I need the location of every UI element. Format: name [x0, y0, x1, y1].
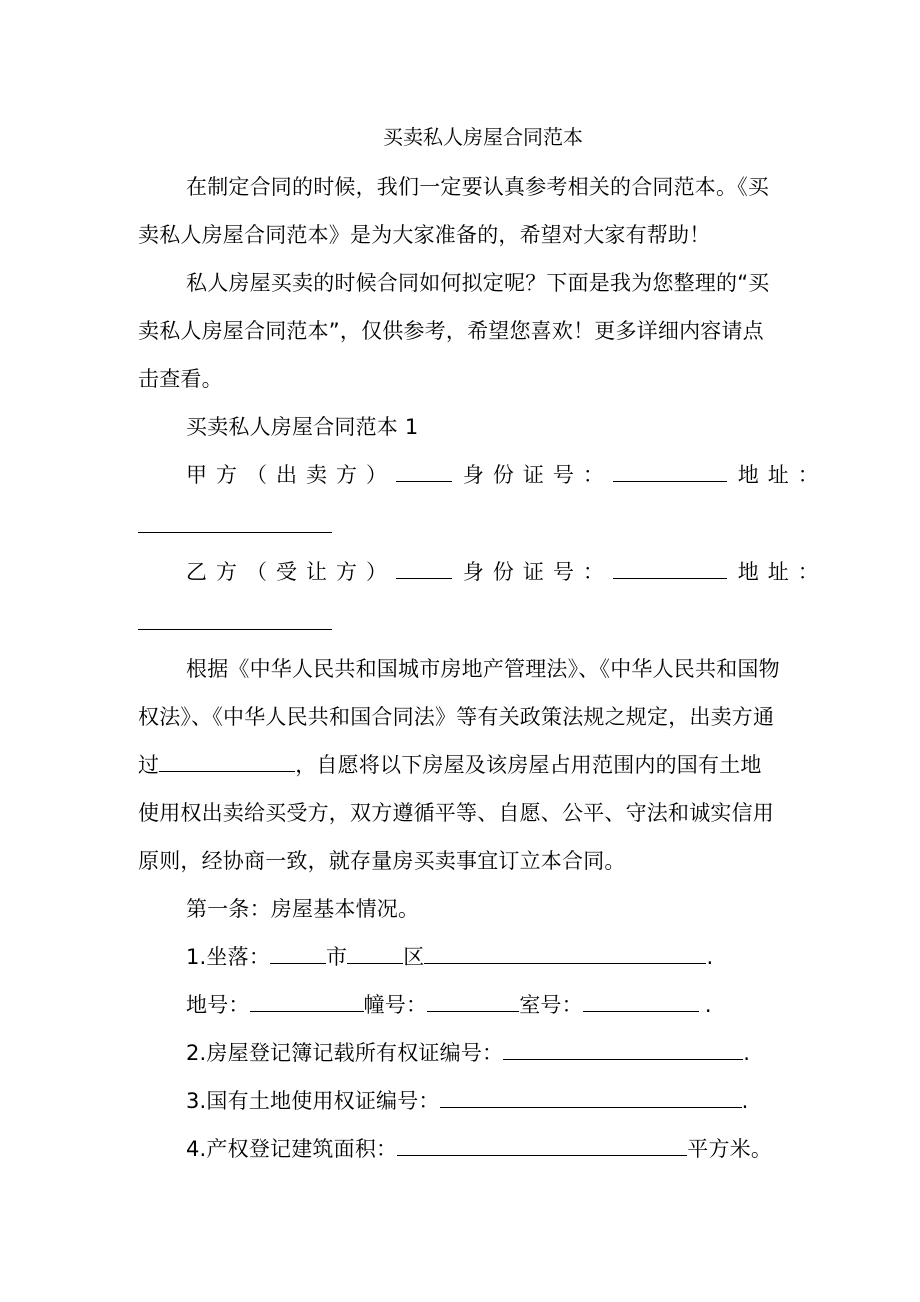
basis-line-3: [138, 751, 762, 779]
item-3-end: .: [741, 1089, 749, 1113]
district-label: 区: [403, 945, 425, 969]
basis-line-5: 原则，经协商一致，就存量房买卖事宜订立本合同。: [138, 849, 626, 873]
ownership-cert-blank: [503, 1039, 743, 1060]
item-1-end: .: [706, 945, 714, 969]
party-b-address-blank: [138, 629, 332, 630]
basis-line-3-suffix: ，自愿将以下房屋及该房屋占用范围内的国有土地: [295, 753, 762, 777]
party-a-id-label: 身份证号：: [462, 463, 613, 487]
article-1-lot-line: [186, 991, 712, 1019]
intro-paragraph-1-line-2: 卖私人房屋合同范本》是为大家准备的，希望对大家有帮助！: [138, 223, 711, 247]
city-blank: [270, 943, 326, 964]
party-b-line: [186, 558, 828, 586]
basis-line-2: 权法》、《中华人民共和国合同法》等有关政策法规之规定，出卖方通: [138, 705, 775, 729]
party-b-address-label: 地址：: [737, 560, 828, 584]
floor-area-label: 4.产权登记建筑面积：: [186, 1137, 398, 1161]
district-blank: [347, 943, 403, 964]
article-1-item-2: [186, 1039, 750, 1067]
party-b-name-blank: [396, 558, 452, 579]
floor-area-blank: [397, 1135, 687, 1156]
article-1-heading: 第一条：房屋基本情况。: [186, 897, 420, 921]
lot-number-label: 地号：: [186, 993, 250, 1017]
location-detail-blank: [424, 943, 706, 964]
section-heading: 买卖私人房屋合同范本 1: [186, 415, 419, 439]
room-number-label: 室号：: [519, 993, 583, 1017]
party-b-label: 乙方（受让方）: [186, 560, 396, 584]
intro-paragraph-2-line-1: 私人房屋买卖的时候合同如何拟定呢？下面是我为您整理的“买: [186, 271, 770, 295]
land-cert-label: 3.国有土地使用权证编号：: [186, 1089, 440, 1113]
intro-paragraph-2-line-3: 击查看。: [138, 367, 223, 391]
basis-line-4: 使用权出卖给买受方，双方遵循平等、自愿、公平、守法和诚实信用: [138, 801, 774, 825]
party-a-line: [186, 461, 828, 489]
party-a-id-blank: [613, 461, 727, 482]
lot-number-blank: [250, 991, 364, 1012]
basis-method-blank: [159, 751, 295, 772]
party-a-address-label: 地址：: [737, 463, 828, 487]
building-number-blank: [427, 991, 519, 1012]
ownership-cert-label: 2.房屋登记簿记载所有权证编号：: [186, 1041, 504, 1065]
basis-line-3-prefix: 过: [138, 753, 160, 777]
article-1-item-1: [186, 943, 713, 971]
basis-line-1: 根据《中华人民共和国城市房地产管理法》、《中华人民共和国物: [186, 657, 780, 681]
party-a-label: 甲方（出卖方）: [186, 463, 396, 487]
room-number-blank: [583, 991, 699, 1012]
party-a-name-blank: [396, 461, 452, 482]
location-label: 1.坐落：: [186, 945, 271, 969]
intro-paragraph-2-line-2: 卖私人房屋合同范本”，仅供参考，希望您喜欢！更多详细内容请点: [138, 319, 764, 343]
lot-line-end: .: [704, 993, 712, 1017]
document-title: 买卖私人房屋合同范本: [383, 125, 583, 149]
article-1-item-4: [186, 1135, 772, 1163]
intro-paragraph-1-line-1: 在制定合同的时候，我们一定要认真参考相关的合同范本。《买: [186, 175, 770, 199]
article-1-item-3: [186, 1087, 749, 1115]
party-b-id-label: 身份证号：: [462, 560, 613, 584]
floor-area-unit: 平方米。: [687, 1137, 773, 1161]
party-b-id-blank: [613, 558, 727, 579]
land-cert-blank: [440, 1087, 742, 1108]
city-label: 市: [326, 945, 348, 969]
building-number-label: 幢号：: [363, 993, 428, 1017]
item-2-end: .: [743, 1041, 751, 1065]
party-a-address-blank: [138, 532, 332, 533]
